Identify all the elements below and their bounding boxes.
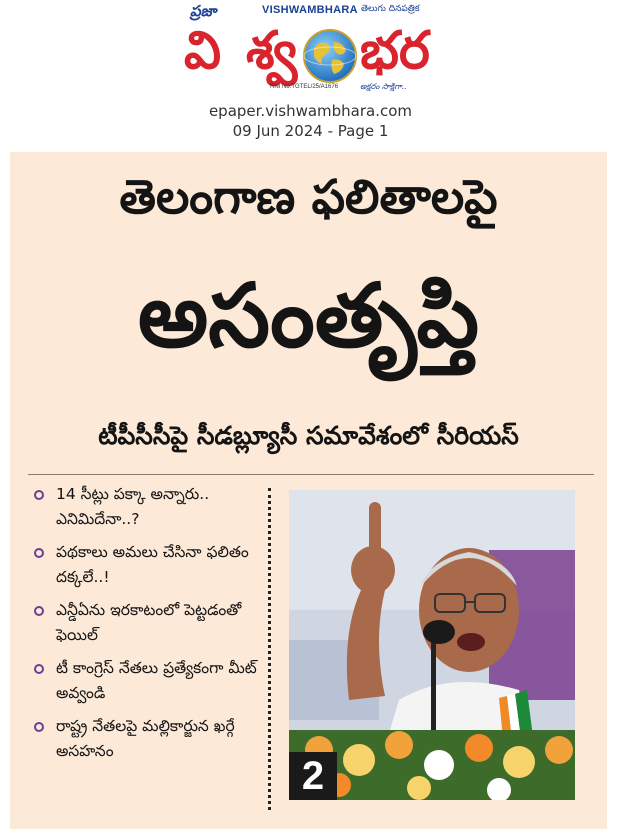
circle-bullet-icon (34, 606, 44, 616)
dotted-column-divider (268, 488, 271, 810)
globe-icon (302, 28, 358, 84)
logo-glyph-1: వి (184, 21, 221, 81)
masthead-tagline-top: తెలుగు దినపత్రిక (361, 4, 420, 14)
edition-dateline: 09 Jun 2024 - Page 1 (232, 122, 389, 140)
circle-bullet-icon (34, 664, 44, 674)
headline-line-1: తెలంగాణ ఫలితాలపై (119, 170, 498, 225)
list-item (28, 656, 260, 706)
logo-glyph-2: శ్వ (246, 21, 298, 81)
list-item (28, 598, 260, 648)
section-rule (28, 474, 594, 475)
logo-glyph-3: భర (360, 21, 430, 81)
bullet-text: 14 సీట్లు పక్కా అన్నారు.. ఎనిమిదేనా..? (56, 485, 210, 528)
front-page-card (10, 152, 607, 829)
list-item (28, 714, 260, 764)
masthead-tagline-bottom: అక్షరం సాక్షిగా.. (360, 82, 407, 91)
circle-bullet-icon (34, 722, 44, 732)
list-item (28, 540, 260, 590)
circle-bullet-icon (34, 490, 44, 500)
epaper-url[interactable]: epaper.vishwambhara.com (208, 102, 413, 120)
bullet-text: ఎన్డీఏను ఇరకాటంలో పెట్టడంతో ఫెయిల్ (56, 601, 242, 644)
masthead (0, 0, 621, 100)
masthead-praja-label: ప్రజా (190, 2, 217, 20)
circle-bullet-icon (34, 548, 44, 558)
bullet-text: పథకాలు అమలు చేసినా ఫలితం దక్కలే..! (56, 543, 249, 586)
newspaper-logo (184, 18, 444, 88)
article-subhead: టీపీసీసీపై సీడబ్ల్యూసీ సమావేశంలో సీరియస్ (98, 421, 519, 450)
bullet-text: రాష్ట్ర నేతలపై మల్లికార్జున ఖర్గే అసహనం (56, 717, 235, 760)
page-number-badge: 2 (289, 752, 337, 800)
masthead-brand-english: VISHWAMBHARA (262, 4, 358, 16)
list-item (28, 482, 260, 532)
bullet-list (28, 482, 260, 772)
headline-line-2: అసంతృప్తి (137, 264, 480, 367)
rni-number: RNI No:TGTEL/25/A1676 (270, 84, 339, 90)
bullet-text: టీ కాంగ్రెస్ నేతలు ప్రత్యేకంగా మీట్ అవ్వండి (56, 659, 257, 702)
news-photo[interactable] (289, 490, 575, 800)
